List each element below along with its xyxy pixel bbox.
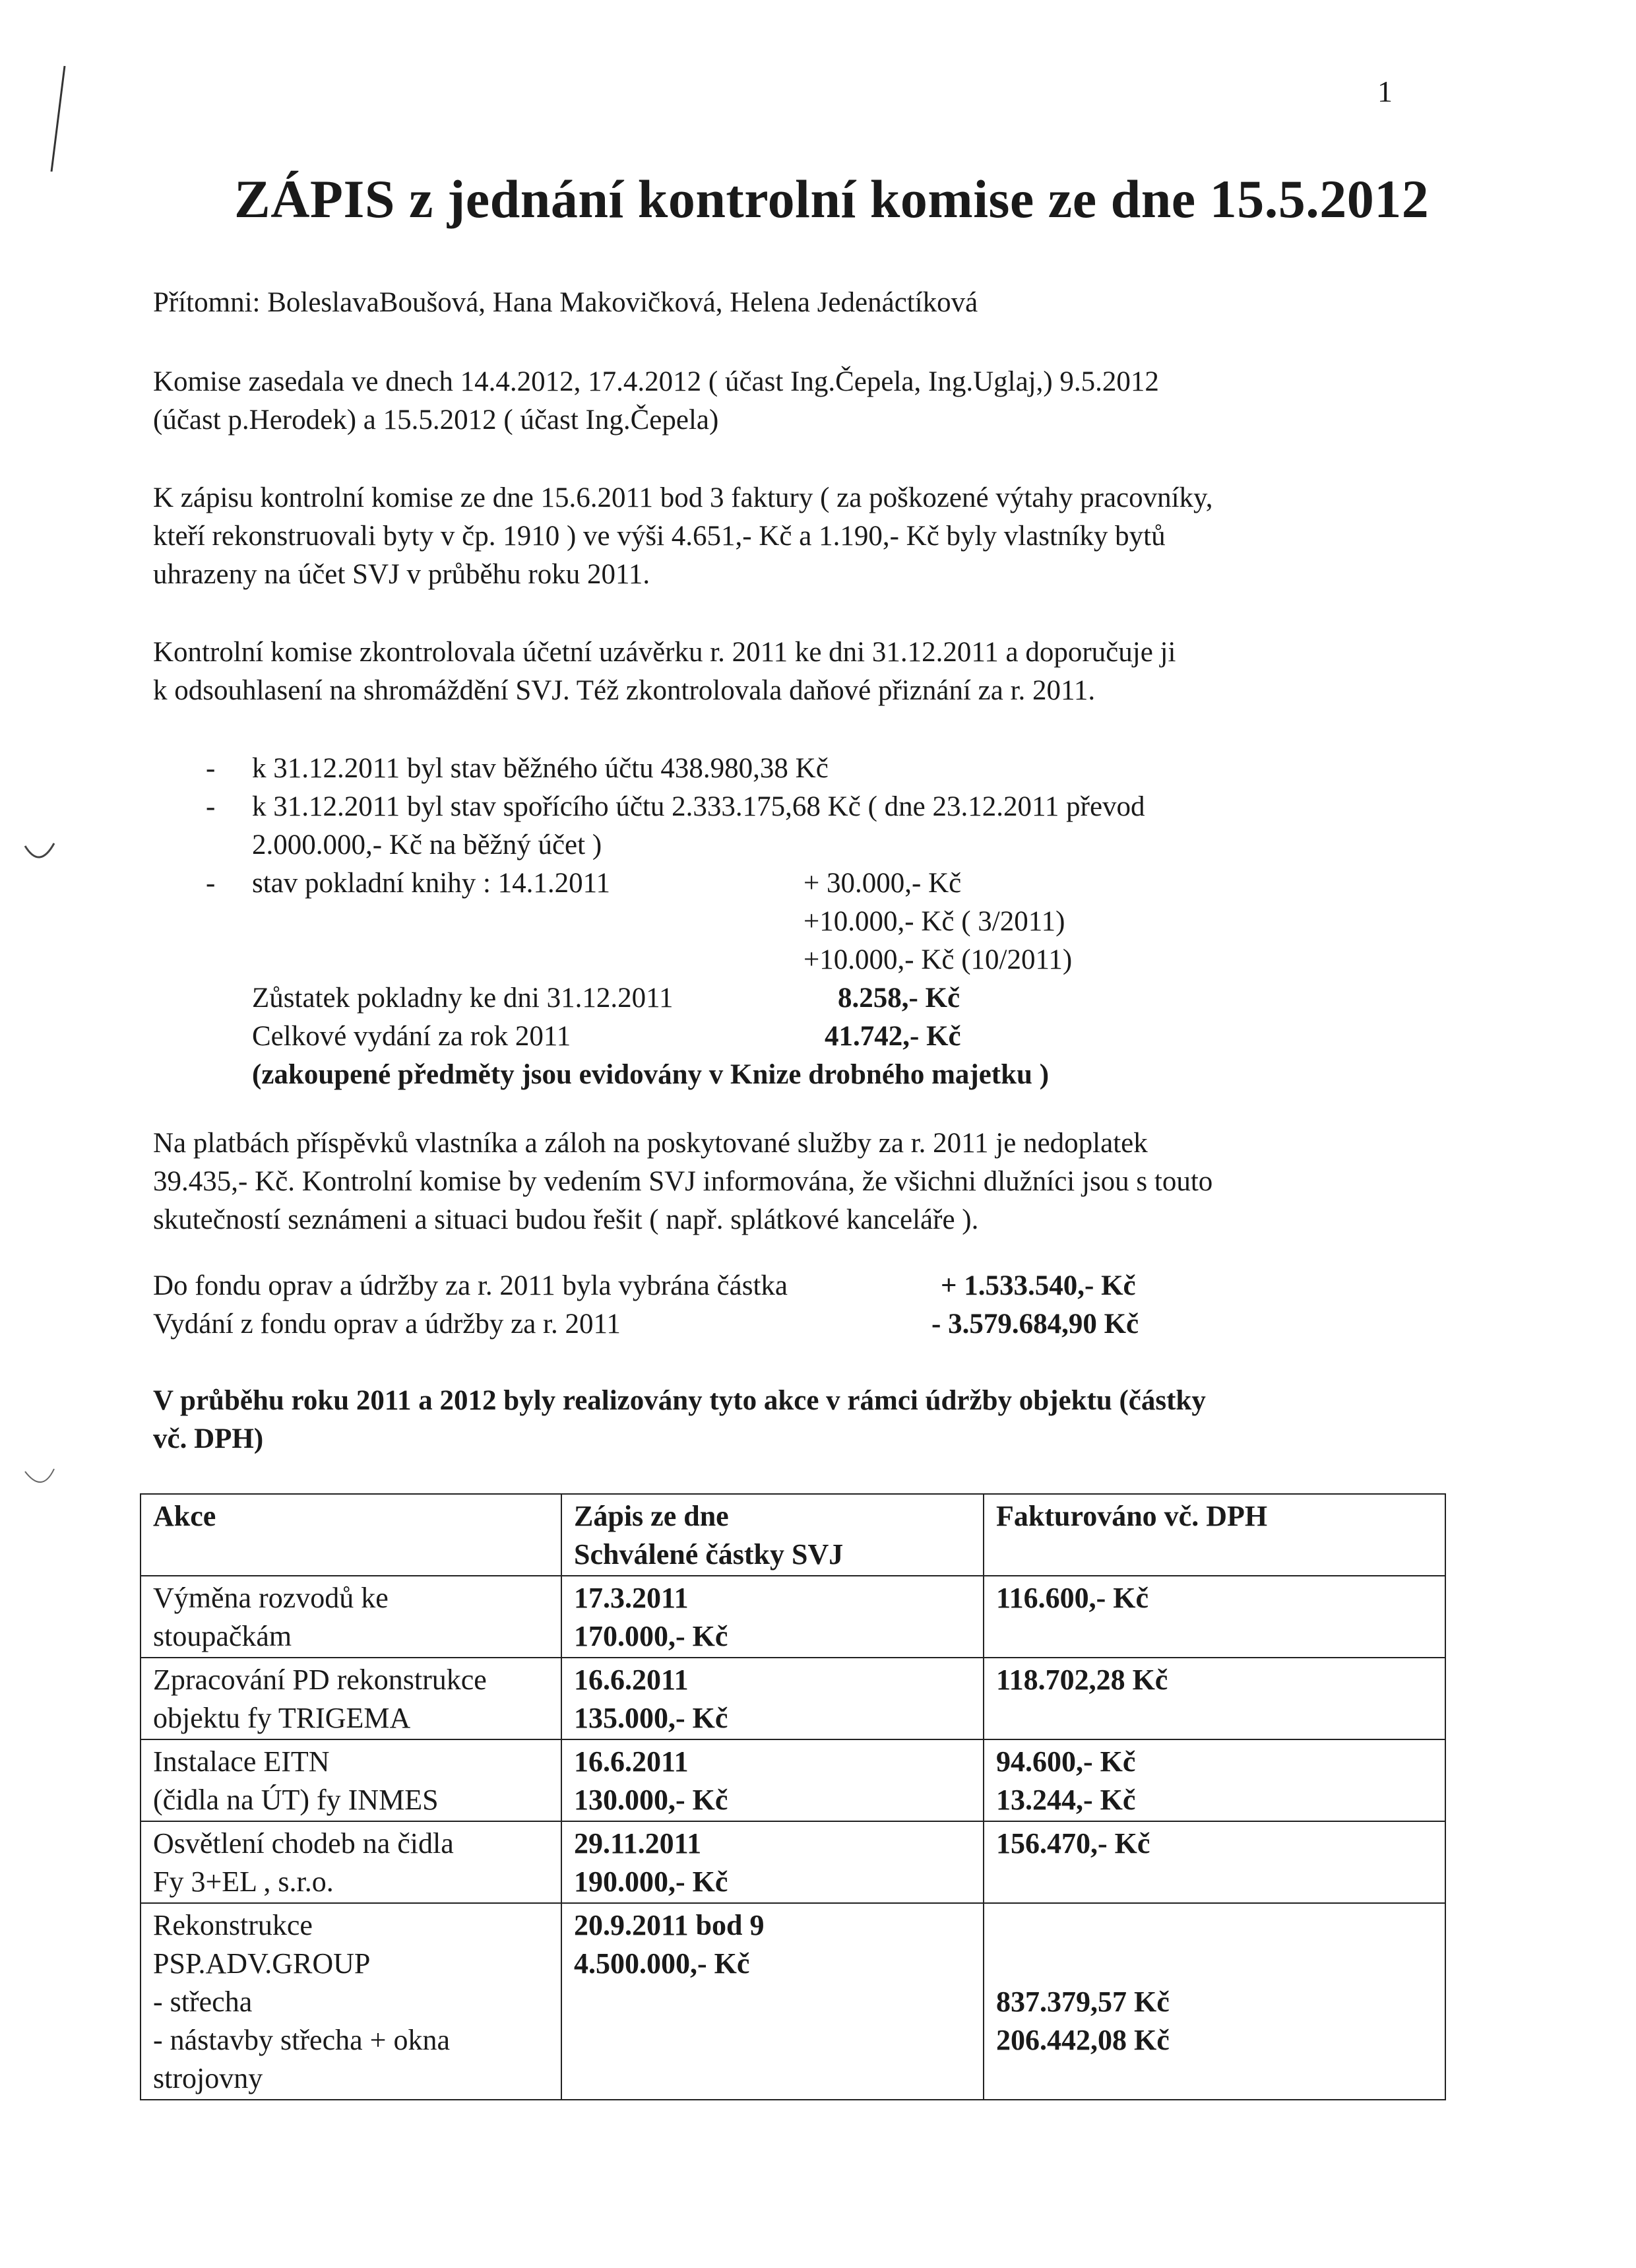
cell-zapis (561, 1658, 984, 1739)
cell-zapis (561, 1821, 984, 1903)
cell-zapis (561, 1576, 984, 1658)
cell-faktura (984, 1739, 1445, 1821)
cell-line: Zpracování PD rekonstrukce (153, 1664, 487, 1696)
cell-line: 16.6.2011 (574, 1664, 689, 1696)
fund-collected-value: + 1.533.540,- Kč (941, 1270, 1136, 1301)
cell-line: 130.000,- Kč (574, 1784, 728, 1816)
cell-akce (141, 1658, 561, 1739)
inventory-note: (zakoupené předměty jsou evidovány v Knize drobného majetku ) (252, 1059, 1050, 1090)
cash-deposit-3: +10.000,- Kč (10/2011) (803, 944, 1073, 975)
sessions-line-2: (účast p.Herodek) a 15.5.2012 ( účast Ing.Čepela) (153, 405, 719, 436)
cell-akce (141, 1903, 561, 2100)
cell-akce (141, 1576, 561, 1658)
cell-line: strojovny (153, 2062, 263, 2094)
hole-punch-mark-lower (20, 1465, 59, 1498)
actions-table (140, 1493, 1446, 2100)
arrears-line-2: 39.435,- Kč. Kontrolní komise by vedením SVJ informována, že všichni dlužníci jsou s touto (153, 1166, 1213, 1197)
table-row (141, 1821, 1445, 1903)
reference-line-2: kteří rekonstruovali byty v čp. 1910 ) ve výši 4.651,- Kč a 1.190,- Kč byly vlastníky bytů (153, 521, 1166, 552)
cell-line: - střecha (153, 1986, 253, 2018)
savings-account-balance: k 31.12.2011 byl stav spořícího účtu 2.333.175,68 Kč ( dne 23.12.2011 převod (252, 791, 1145, 822)
cell-line: 206.442,08 Kč (996, 2024, 1170, 2056)
arrears-line-3: skutečností seznámeni a situaci budou řešit ( např. splátkové kanceláře ). (153, 1204, 979, 1235)
cell-line: 29.11.2011 (574, 1827, 702, 1860)
header-fakturovano: Fakturováno vč. DPH (984, 1494, 1445, 1576)
savings-transfer-note: 2.000.000,- Kč na běžný účet ) (252, 829, 602, 860)
cell-line: 16.6.2011 (574, 1745, 689, 1778)
cell-line: 837.379,57 Kč (996, 1986, 1170, 2018)
sessions-line-1: Komise zasedala ve dnech 14.4.2012, 17.4.2012 ( účast Ing.Čepela, Ing.Uglaj,) 9.5.2012 (153, 366, 1159, 397)
cell-line: 116.600,- Kč (996, 1582, 1148, 1614)
cell-zapis (561, 1903, 984, 2100)
cell-line: 118.702,28 Kč (996, 1664, 1168, 1696)
list-dash: - (206, 791, 216, 822)
pen-stroke-mark (40, 59, 79, 178)
cell-faktura (984, 1821, 1445, 1903)
header-akce: Akce (141, 1494, 561, 1576)
page-number: 1 (1377, 75, 1393, 108)
actions-heading-line-1: V průběhu roku 2011 a 2012 byly realizovány tyto akce v rámci údržby objektu (částky (153, 1385, 1206, 1416)
cash-balance-label: Zůstatek pokladny ke dni 31.12.2011 (252, 983, 674, 1014)
cash-balance-value: 8.258,- Kč (838, 983, 960, 1014)
cell-line: (čidla na ÚT) fy INMES (153, 1784, 439, 1816)
cell-line: 4.500.000,- Kč (574, 1947, 750, 1980)
cell-line: Rekonstrukce (153, 1909, 313, 1941)
cell-line: 156.470,- Kč (996, 1827, 1150, 1860)
document-title: ZÁPIS z jednání kontrolní komise ze dne 15.5.2012 (234, 169, 1430, 229)
table-row (141, 1576, 1445, 1658)
cell-line: Osvětlení chodeb na čidla (153, 1827, 454, 1860)
cell-line: 94.600,- Kč (996, 1745, 1136, 1778)
table-row (141, 1658, 1445, 1739)
cell-line: 135.000,- Kč (574, 1702, 728, 1734)
cell-faktura (984, 1903, 1445, 2100)
reference-line-3: uhrazeny na účet SVJ v průběhu roku 2011. (153, 559, 650, 590)
cell-line: PSP.ADV.GROUP (153, 1947, 371, 1980)
total-spending-label: Celkové vydání za rok 2011 (252, 1021, 571, 1052)
cell-akce (141, 1739, 561, 1821)
reference-line-1: K zápisu kontrolní komise ze dne 15.6.2011 bod 3 faktury ( za poškozené výtahy pracovníky, (153, 482, 1213, 513)
cell-line: 17.3.2011 (574, 1582, 689, 1614)
table-header-row (141, 1494, 1445, 1576)
cell-line: Výměna rozvodů ke (153, 1582, 389, 1614)
cell-line: Instalace EITN (153, 1745, 330, 1778)
header-zapis: Zápis ze dne Schválené částky SVJ (561, 1494, 984, 1576)
current-account-balance: k 31.12.2011 byl stav běžného účtu 438.980,38 Kč (252, 753, 829, 784)
cell-line: - nástavby střecha + okna (153, 2024, 450, 2056)
fund-spent-value: - 3.579.684,90 Kč (931, 1309, 1139, 1340)
cell-line (996, 1906, 1433, 1945)
cell-line: 13.244,- Kč (996, 1784, 1136, 1816)
total-spending-value: 41.742,- Kč (825, 1021, 961, 1052)
cash-deposit-1: + 30.000,- Kč (803, 868, 962, 899)
cell-line: 20.9.2011 bod 9 (574, 1909, 765, 1941)
attendees-line: Přítomni: BoleslavaBoušová, Hana Makovičková, Helena Jedenáctíková (153, 287, 978, 318)
cell-faktura (984, 1576, 1445, 1658)
closing-line-2: k odsouhlasení na shromáždění SVJ. Též zkontrolovala daňové přiznání za r. 2011. (153, 675, 1096, 706)
closing-line-1: Kontrolní komise zkontrolovala účetní uzávěrku r. 2011 ke dni 31.12.2011 a doporučuje ji (153, 637, 1176, 668)
table-row (141, 1739, 1445, 1821)
actions-heading-line-2: vč. DPH) (153, 1423, 264, 1454)
cell-zapis (561, 1739, 984, 1821)
list-dash: - (206, 868, 216, 899)
cell-line: 190.000,- Kč (574, 1865, 728, 1898)
fund-collected-label: Do fondu oprav a údržby za r. 2011 byla vybrána částka (153, 1270, 788, 1301)
cell-faktura (984, 1658, 1445, 1739)
list-dash: - (206, 753, 216, 784)
cell-akce (141, 1821, 561, 1903)
cell-line: objektu fy TRIGEMA (153, 1702, 411, 1734)
cash-deposit-2: +10.000,- Kč ( 3/2011) (803, 906, 1065, 937)
arrears-line-1: Na platbách příspěvků vlastníka a záloh na poskytované služby za r. 2011 je nedoplatek (153, 1128, 1148, 1159)
cell-line: Fy 3+EL , s.r.o. (153, 1865, 334, 1898)
hole-punch-mark-upper (20, 838, 59, 871)
cell-line (996, 1945, 1433, 1983)
fund-spent-label: Vydání z fondu oprav a údržby za r. 2011 (153, 1309, 621, 1340)
cell-line: stoupačkám (153, 1620, 292, 1652)
cash-book-label: stav pokladní knihy : 14.1.2011 (252, 868, 611, 899)
cell-line: 170.000,- Kč (574, 1620, 728, 1652)
table-row (141, 1903, 1445, 2100)
